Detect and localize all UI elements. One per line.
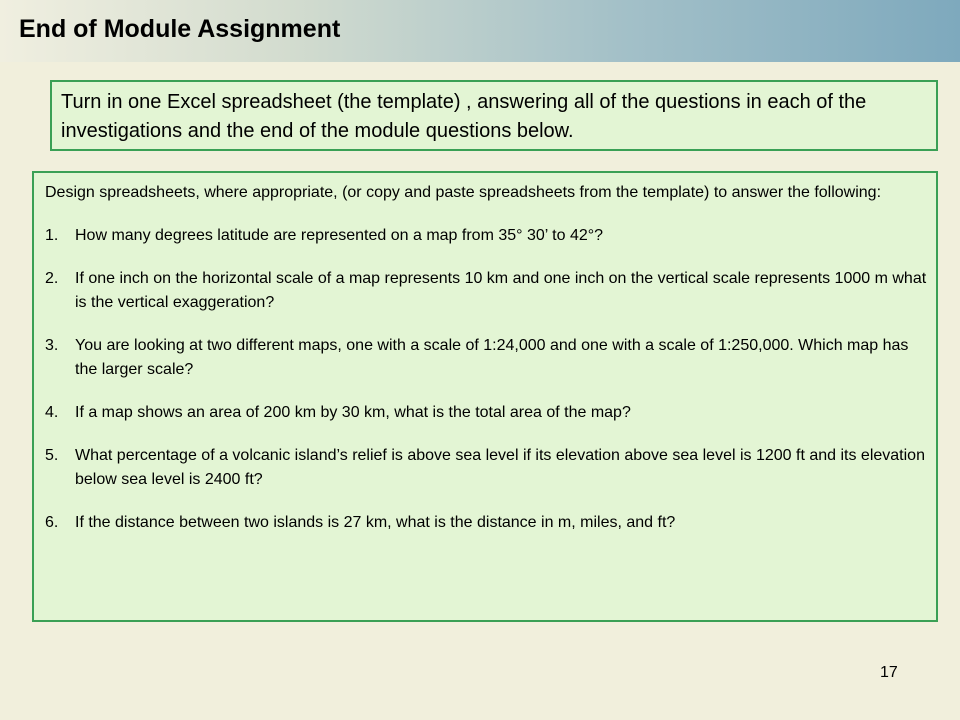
question-item (45, 401, 928, 425)
question-number: 1. (45, 227, 59, 244)
question-item (45, 334, 928, 382)
question-number: 4. (45, 404, 59, 421)
question-text: If one inch on the horizontal scale of a map represents 10 km and one inch on the vertical scale represents 1000 m what is the vertical exaggeration? (75, 270, 927, 311)
question-number: 3. (45, 337, 59, 354)
question-number: 5. (45, 447, 59, 464)
intro-text: Turn in one Excel spreadsheet (the template) , answering all of the questions in each of the investigations and the end of the module questions below. (61, 91, 867, 142)
questions-box (32, 171, 938, 622)
title-bar (0, 0, 960, 62)
question-text: If a map shows an area of 200 km by 30 km, what is the total area of the map? (75, 404, 631, 421)
question-text: If the distance between two islands is 27 km, what is the distance in m, miles, and ft? (75, 514, 676, 531)
question-item (45, 267, 928, 315)
question-item (45, 444, 928, 492)
instructions-text: Design spreadsheets, where appropriate, (or copy and paste spreadsheets from the template) to answer the following: (45, 184, 882, 201)
slide-title: End of Module Assignment (19, 15, 341, 43)
question-list (45, 224, 928, 535)
intro-box (50, 80, 938, 151)
question-item (45, 511, 928, 535)
question-text: How many degrees latitude are represented on a map from 35° 30’ to 42°? (75, 227, 604, 244)
question-number: 6. (45, 514, 59, 531)
question-number: 2. (45, 270, 59, 287)
question-text: You are looking at two different maps, one with a scale of 1:24,000 and one with a scale of 1:250,000. Which map has the larger scale? (75, 337, 909, 378)
question-text: What percentage of a volcanic island’s relief is above sea level if its elevation above sea level is 1200 ft and its elevation below sea level is 2400 ft? (75, 447, 925, 488)
question-item (45, 224, 928, 248)
page-number: 17 (880, 664, 898, 681)
